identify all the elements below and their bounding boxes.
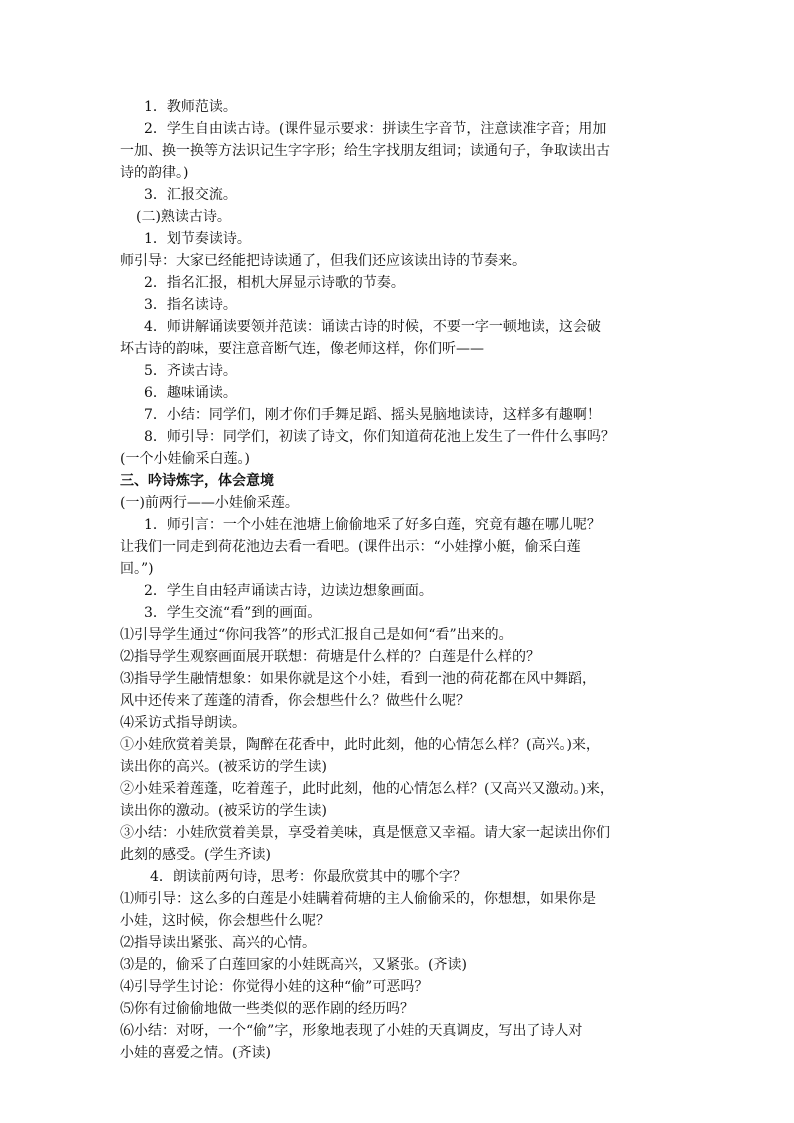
text-line: ⑶是的，偷采了白莲回家的小娃既高兴，又紧张。(齐读) [120, 957, 467, 973]
text-line: 2．指名汇报，相机大屏显示诗歌的节奏。 [144, 275, 405, 291]
text-line: 2．学生自由轻声诵读古诗，边读边想象画面。 [144, 583, 433, 599]
text-line: 坏古诗的韵味，要注意音断气连，像老师这样，你们听—— [120, 341, 484, 357]
text-line: 读出你的高兴。(被采访的学生读) [120, 759, 327, 775]
text-line: ③小结：小娃欣赏着美景，享受着美味，真是惬意又幸福。请大家一起读出你们 [120, 825, 610, 841]
text-line: 6．趣味诵读。 [144, 385, 237, 401]
text-line: 3．指名读诗。 [144, 297, 237, 313]
text-line: 5．齐读古诗。 [144, 363, 237, 379]
text-line: ⑴师引导：这么多的白莲是小娃瞒着荷塘的主人偷偷采的，你想想，如果你是 [120, 891, 596, 907]
text-line: 3．汇报交流。 [144, 187, 237, 203]
text-line: 师引导：大家已经能把诗读通了，但我们还应该读出诗的节奏来。 [120, 253, 526, 269]
text-line: 诗的韵律。) [120, 165, 189, 181]
text-line: 4．师讲解诵读要领并范读：诵读古诗的时候，不要一字一顿地读，这会破 [144, 319, 601, 335]
text-line: 7．小结：同学们，刚才你们手舞足蹈、摇头晃脑地读诗，这样多有趣啊！ [144, 407, 601, 423]
text-line: 1．师引言：一个小娃在池塘上偷偷地采了好多白莲，究竟有趣在哪儿呢？ [144, 517, 601, 533]
text-line: 风中还传来了莲蓬的清香，你会想些什么？做些什么呢？ [120, 693, 470, 709]
text-line: 1．划节奏读诗。 [144, 231, 251, 247]
text-line: 让我们一同走到荷花池边去看一看吧。(课件出示：“小娃撑小艇，偷采白莲 [120, 539, 581, 555]
text-line: 读出你的激动。(被采访的学生读) [120, 803, 327, 819]
section-heading: 三、吟诗炼字，体会意境 [120, 473, 274, 489]
text-line: ⑷引导学生讨论：你觉得小娃的这种“偷”可恶吗？ [120, 979, 429, 995]
text-line: 2．学生自由读古诗。(课件显示要求：拼读生字音节，注意读准字音；用加 [144, 121, 607, 137]
text-line: 小娃，这时候，你会想些什么呢？ [120, 913, 330, 929]
text-line: 3．学生交流“看”到的画面。 [144, 605, 322, 621]
text-line: ⑵指导学生观察画面展开联想：荷塘是什么样的？白莲是什么样的？ [120, 649, 540, 665]
text-line: ⑸你有过偷偷地做一些类似的恶作剧的经历吗？ [120, 1001, 414, 1017]
subsection-heading: (一)前两行——小娃偷采莲。 [120, 495, 299, 511]
text-line: ②小娃采着莲蓬，吃着莲子，此时此刻，他的心情怎么样？(又高兴又激动。)来， [120, 781, 614, 797]
text-line: ⑴引导学生通过“你问我答”的形式汇报自己是如何“看”出来的。 [120, 627, 513, 643]
text-line: ⑶指导学生融情想象：如果你就是这个小娃，看到一池的荷花都在风中舞蹈， [120, 671, 596, 687]
text-line: 4．朗读前两句诗，思考：你最欣赏其中的哪个字？ [150, 869, 467, 885]
text-line: 一加、换一换等方法识记生字字形；给生字找朋友组词；读通句子，争取读出古 [120, 143, 610, 159]
text-line: 1．教师范读。 [144, 99, 237, 115]
text-line: ①小娃欣赏着美景，陶醉在花香中，此时此刻，他的心情怎么样？(高兴。)来， [120, 737, 600, 753]
section-heading: (二)熟读古诗。 [136, 209, 231, 225]
text-line: 8．师引导：同学们，初读了诗文，你们知道荷花池上发生了一件什么事吗？ [144, 429, 615, 445]
text-line: ⑹小结：对呀，一个“偷”字，形象地表现了小娃的天真调皮，写出了诗人对 [120, 1023, 583, 1039]
text-line: ⑵指导读出紧张、高兴的心情。 [120, 935, 316, 951]
text-line: 小娃的喜爱之情。(齐读) [120, 1045, 271, 1061]
text-line: ⑷采访式指导朗读。 [120, 715, 246, 731]
text-line: 回。”) [120, 561, 154, 577]
text-line: (一个小娃偷采白莲。) [120, 451, 250, 467]
text-line: 此刻的感受。(学生齐读) [120, 847, 271, 863]
